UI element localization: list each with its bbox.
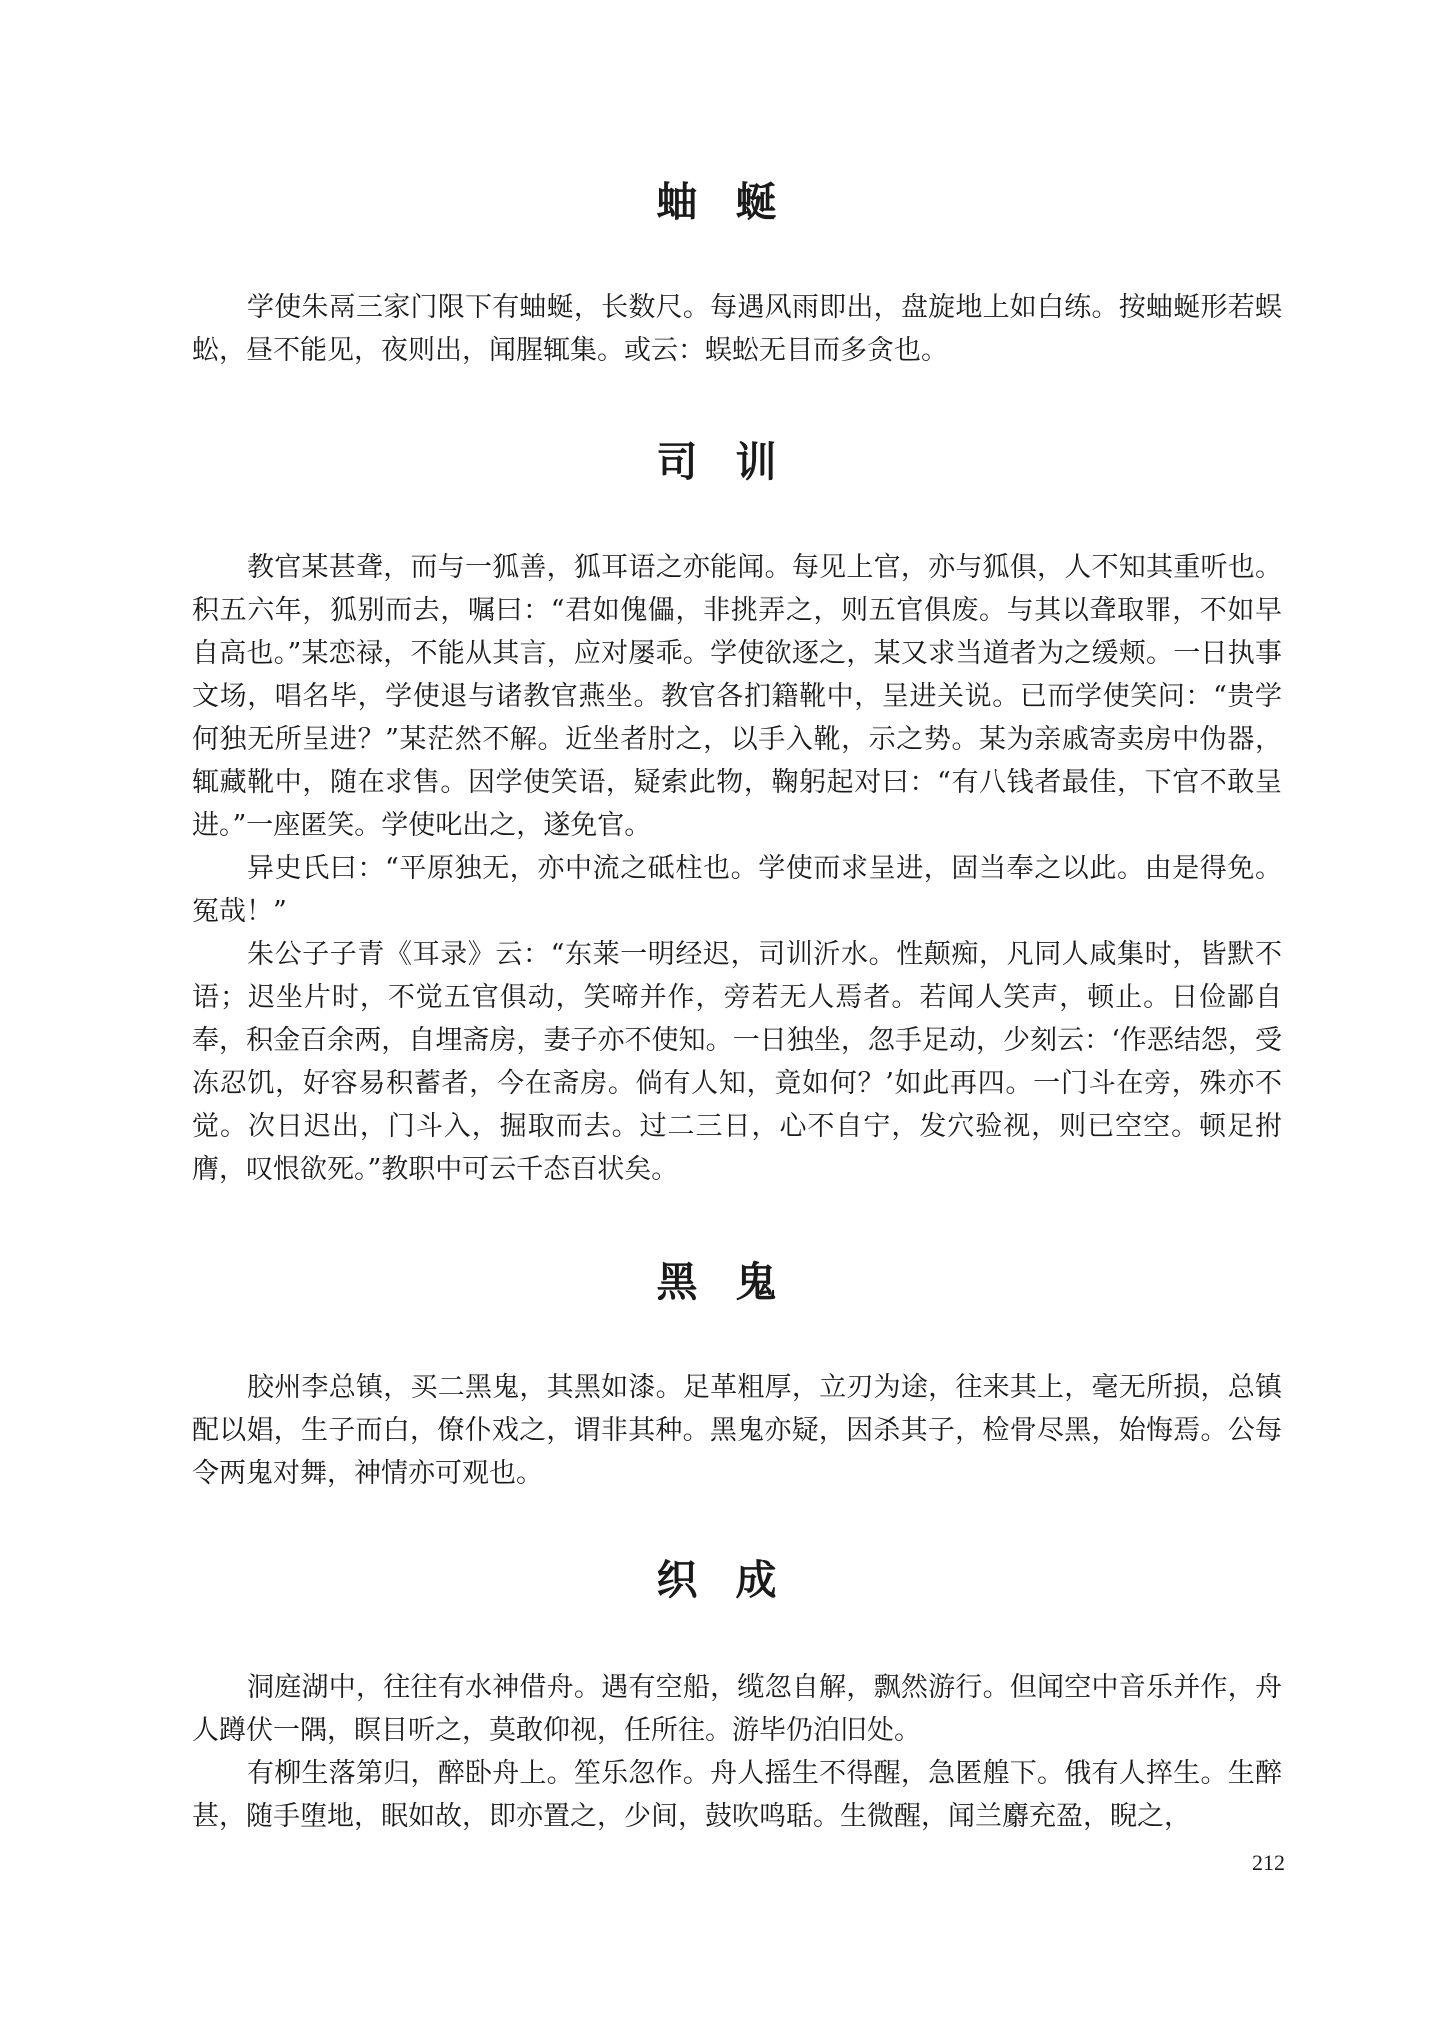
paragraph: 洞庭湖中，往往有水神借舟。遇有空船，缆忽自解，飘然游行。但闻空中音乐并作，舟人蹲伏一隅，瞑目听之，莫敢仰视，任所往。游毕仍泊旧处。 xyxy=(192,1672,1282,1746)
paragraph: 朱公子子青《耳录》云：“东莱一明经迟，司训沂水。性颠痴，凡同人咸集时，皆默不语；迟坐片时，不觉五官俱动，笑啼并作，旁若无人焉者。若闻人笑声，顿止。日俭鄙自奉，积金百余两，自埋斋房，妻子亦不使知。一日独坐，忽手足动，少刻云：‘作恶结怨，受冻忍饥，好容易积蓄者，今在斋房。倘有人知，竟如何？’如此再四。一门斗在旁，殊亦不觉。次日迟出，门斗入，掘取而去。过二三日，心不自宁，发穴验视，则已空空。顿足拊膺，叹恨欲死。”教职中可云千态百状矣。 xyxy=(192,939,1282,1185)
paragraph: 教官某甚聋，而与一狐善，狐耳语之亦能闻。每见上官，亦与狐俱，人不知其重听也。积五六年，狐别而去，嘱曰：“君如傀儡，非挑弄之，则五官俱废。与其以聋取罪，不如早自高也。”某恋禄，不能从其言，应对屡乖。学使欲逐之，某又求当道者为之缓颊。一日执事文场，唱名毕，学使退与诸教官燕坐。教官各扪籍靴中，呈进关说。已而学使笑问：“贵学何独无所呈进？”某茫然不解。近坐者肘之，以手入靴，示之势。某为亲戚寄卖房中伪器，辄藏靴中，随在求售。因学使笑语，疑索此物，鞠躬起对曰：“有八钱者最佳，下官不敢呈进。”一座匿笑。学使叱出之，遂免官。 xyxy=(192,552,1282,841)
paragraph: 胶州李总镇，买二黑鬼，其黑如漆。足革粗厚，立刃为途，往来其上，毫无所损，总镇配以娼，生子而白，僚仆戏之，谓非其种。黑鬼亦疑，因杀其子，检骨尽黑，始悔焉。公每令两鬼对舞，神情亦可观也。 xyxy=(192,1372,1282,1489)
section-title: 司训 xyxy=(656,438,815,486)
paragraph: 异史氏曰：“平原独无，亦中流之砥柱也。学使而求呈进，固当奉之以此。由是得免。冤哉！” xyxy=(192,853,1282,927)
page-number: 212 xyxy=(1252,1850,1285,1875)
section-title: 蚰蜒 xyxy=(656,178,815,226)
paragraph: 有柳生落第归，醉卧舟上。笙乐忽作。舟人摇生不得醒，急匿艎下。俄有人捽生。生醉甚，随手堕地，眠如故，即亦置之，少间，鼓吹鸣聒。生微醒，闻兰麝充盈，睨之， xyxy=(192,1758,1282,1832)
paragraph: 学使朱鬲三家门限下有蚰蜒，长数尺。每遇风雨即出，盘旋地上如白练。按蚰蜒形若蜈蚣，昼不能见，夜则出，闻腥辄集。或云：蜈蚣无目而多贪也。 xyxy=(192,292,1282,366)
section-title: 黑鬼 xyxy=(656,1258,815,1306)
section-title: 织成 xyxy=(656,1556,815,1604)
